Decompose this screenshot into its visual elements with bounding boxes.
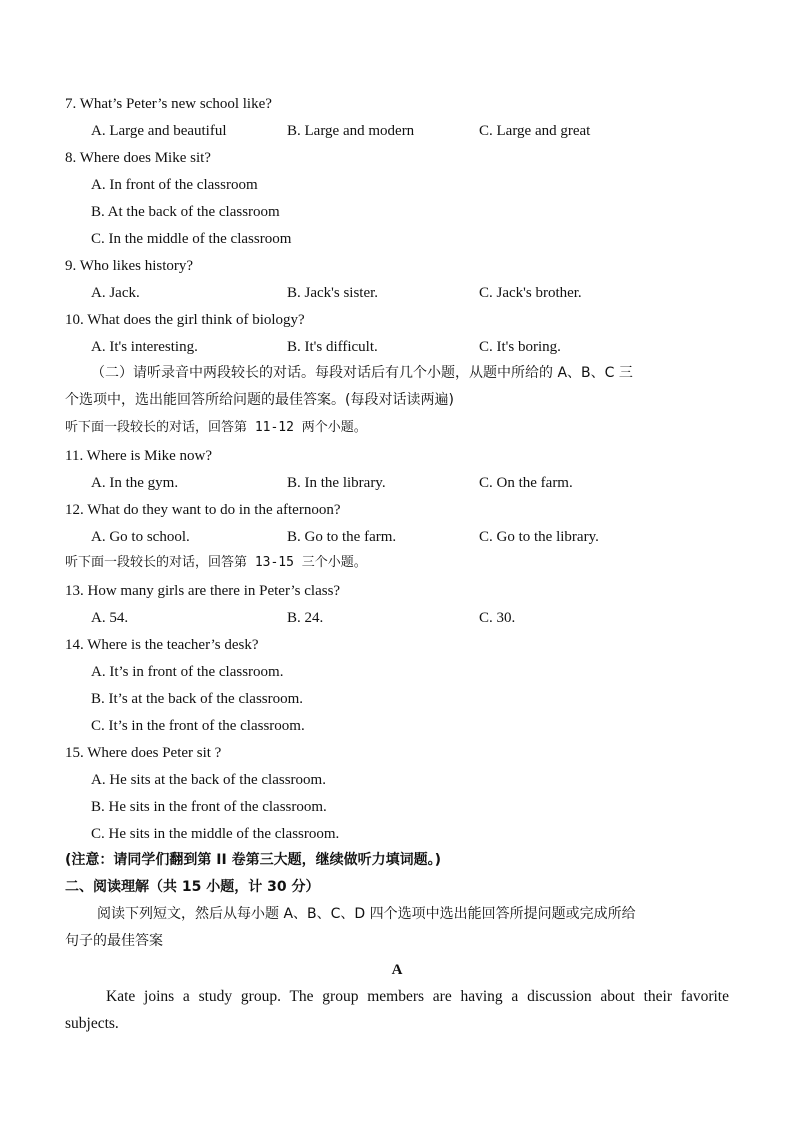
turn-page-note: (注意：请同学们翻到第 II 卷第三大题，继续做听力填词题。) xyxy=(65,852,441,868)
reading-instruction-line2: 句子的最佳答案 xyxy=(65,933,163,949)
question-7-stem: 7. What’s Peter’s new school like? xyxy=(65,96,272,112)
question-15-option-c: C. He sits in the middle of the classroom. xyxy=(91,826,340,842)
question-13-option-c: C. 30. xyxy=(479,610,516,626)
question-7-option-a: A. Large and beautiful xyxy=(91,123,227,139)
question-11-option-c: C. On the farm. xyxy=(479,475,573,491)
question-10-option-c: C. It's boring. xyxy=(479,339,561,355)
question-14-stem: 14. Where is the teacher’s desk? xyxy=(65,637,259,653)
part2-instruction-line2: 个选项中，选出能回答所给问题的最佳答案。(每段对话读两遍) xyxy=(65,392,454,408)
reading-instruction-line1: 阅读下列短文，然后从每小题 A、B、C、D 四个选项中选出能回答所提问题或完成所给 xyxy=(97,906,636,922)
question-9-stem: 9. Who likes history? xyxy=(65,258,194,274)
question-15-option-a: A. He sits at the back of the classroom. xyxy=(91,772,326,788)
question-15-stem: 15. Where does Peter sit ? xyxy=(65,745,222,761)
question-10-option-b: B. It's difficult. xyxy=(287,339,378,355)
question-10-stem: 10. What does the girl think of biology? xyxy=(65,312,305,328)
question-13-stem: 13. How many girls are there in Peter’s class? xyxy=(65,583,341,599)
question-15-option-b: B. He sits in the front of the classroom. xyxy=(91,799,327,815)
question-8-option-b: B. At the back of the classroom xyxy=(91,204,280,220)
question-11-option-b: B. In the library. xyxy=(287,475,386,491)
question-12-option-b: B. Go to the farm. xyxy=(287,529,397,545)
question-14-option-c: C. It’s in the front of the classroom. xyxy=(91,718,305,734)
reading-section-title: 二、阅读理解（共 15 小题，计 30 分） xyxy=(65,879,320,895)
question-9-option-c: C. Jack's brother. xyxy=(479,285,582,301)
passage-label: A xyxy=(391,962,403,978)
question-13-option-a: A. 54. xyxy=(91,610,129,626)
question-14-option-b: B. It’s at the back of the classroom. xyxy=(91,691,304,707)
question-9-option-a: A. Jack. xyxy=(91,285,140,301)
question-9-option-b: B. Jack's sister. xyxy=(287,285,379,301)
passage-line2: subjects. xyxy=(65,1015,119,1032)
question-13-option-b: B. 24. xyxy=(287,610,324,626)
question-11-stem: 11. Where is Mike now? xyxy=(65,448,213,464)
question-8-option-c: C. In the middle of the classroom xyxy=(91,231,292,247)
question-12-option-a: A. Go to school. xyxy=(91,529,190,545)
question-14-option-a: A. It’s in front of the classroom. xyxy=(91,664,284,680)
passage-line1: Kate joins a study group. The group members are having a discussion about their favorite xyxy=(106,988,729,1005)
question-10-option-a: A. It's interesting. xyxy=(91,339,198,355)
question-8-stem: 8. Where does Mike sit? xyxy=(65,150,211,166)
question-8-option-a: A. In front of the classroom xyxy=(91,177,258,193)
dialog2-hint: 听下面一段较长的对话，回答第 13-15 三个小题。 xyxy=(65,555,367,570)
question-11-option-a: A. In the gym. xyxy=(91,475,179,491)
part2-instruction-line1: （二）请听录音中两段较长的对话。每段对话后有几个小题，从题中所给的 A、B、C 三 xyxy=(91,365,633,381)
question-7-option-b: B. Large and modern xyxy=(287,123,415,139)
dialog1-hint: 听下面一段较长的对话，回答第 11-12 两个小题。 xyxy=(65,420,367,435)
question-7-option-c: C. Large and great xyxy=(479,123,591,139)
question-12-option-c: C. Go to the library. xyxy=(479,529,599,545)
question-12-stem: 12. What do they want to do in the afternoon? xyxy=(65,502,341,518)
